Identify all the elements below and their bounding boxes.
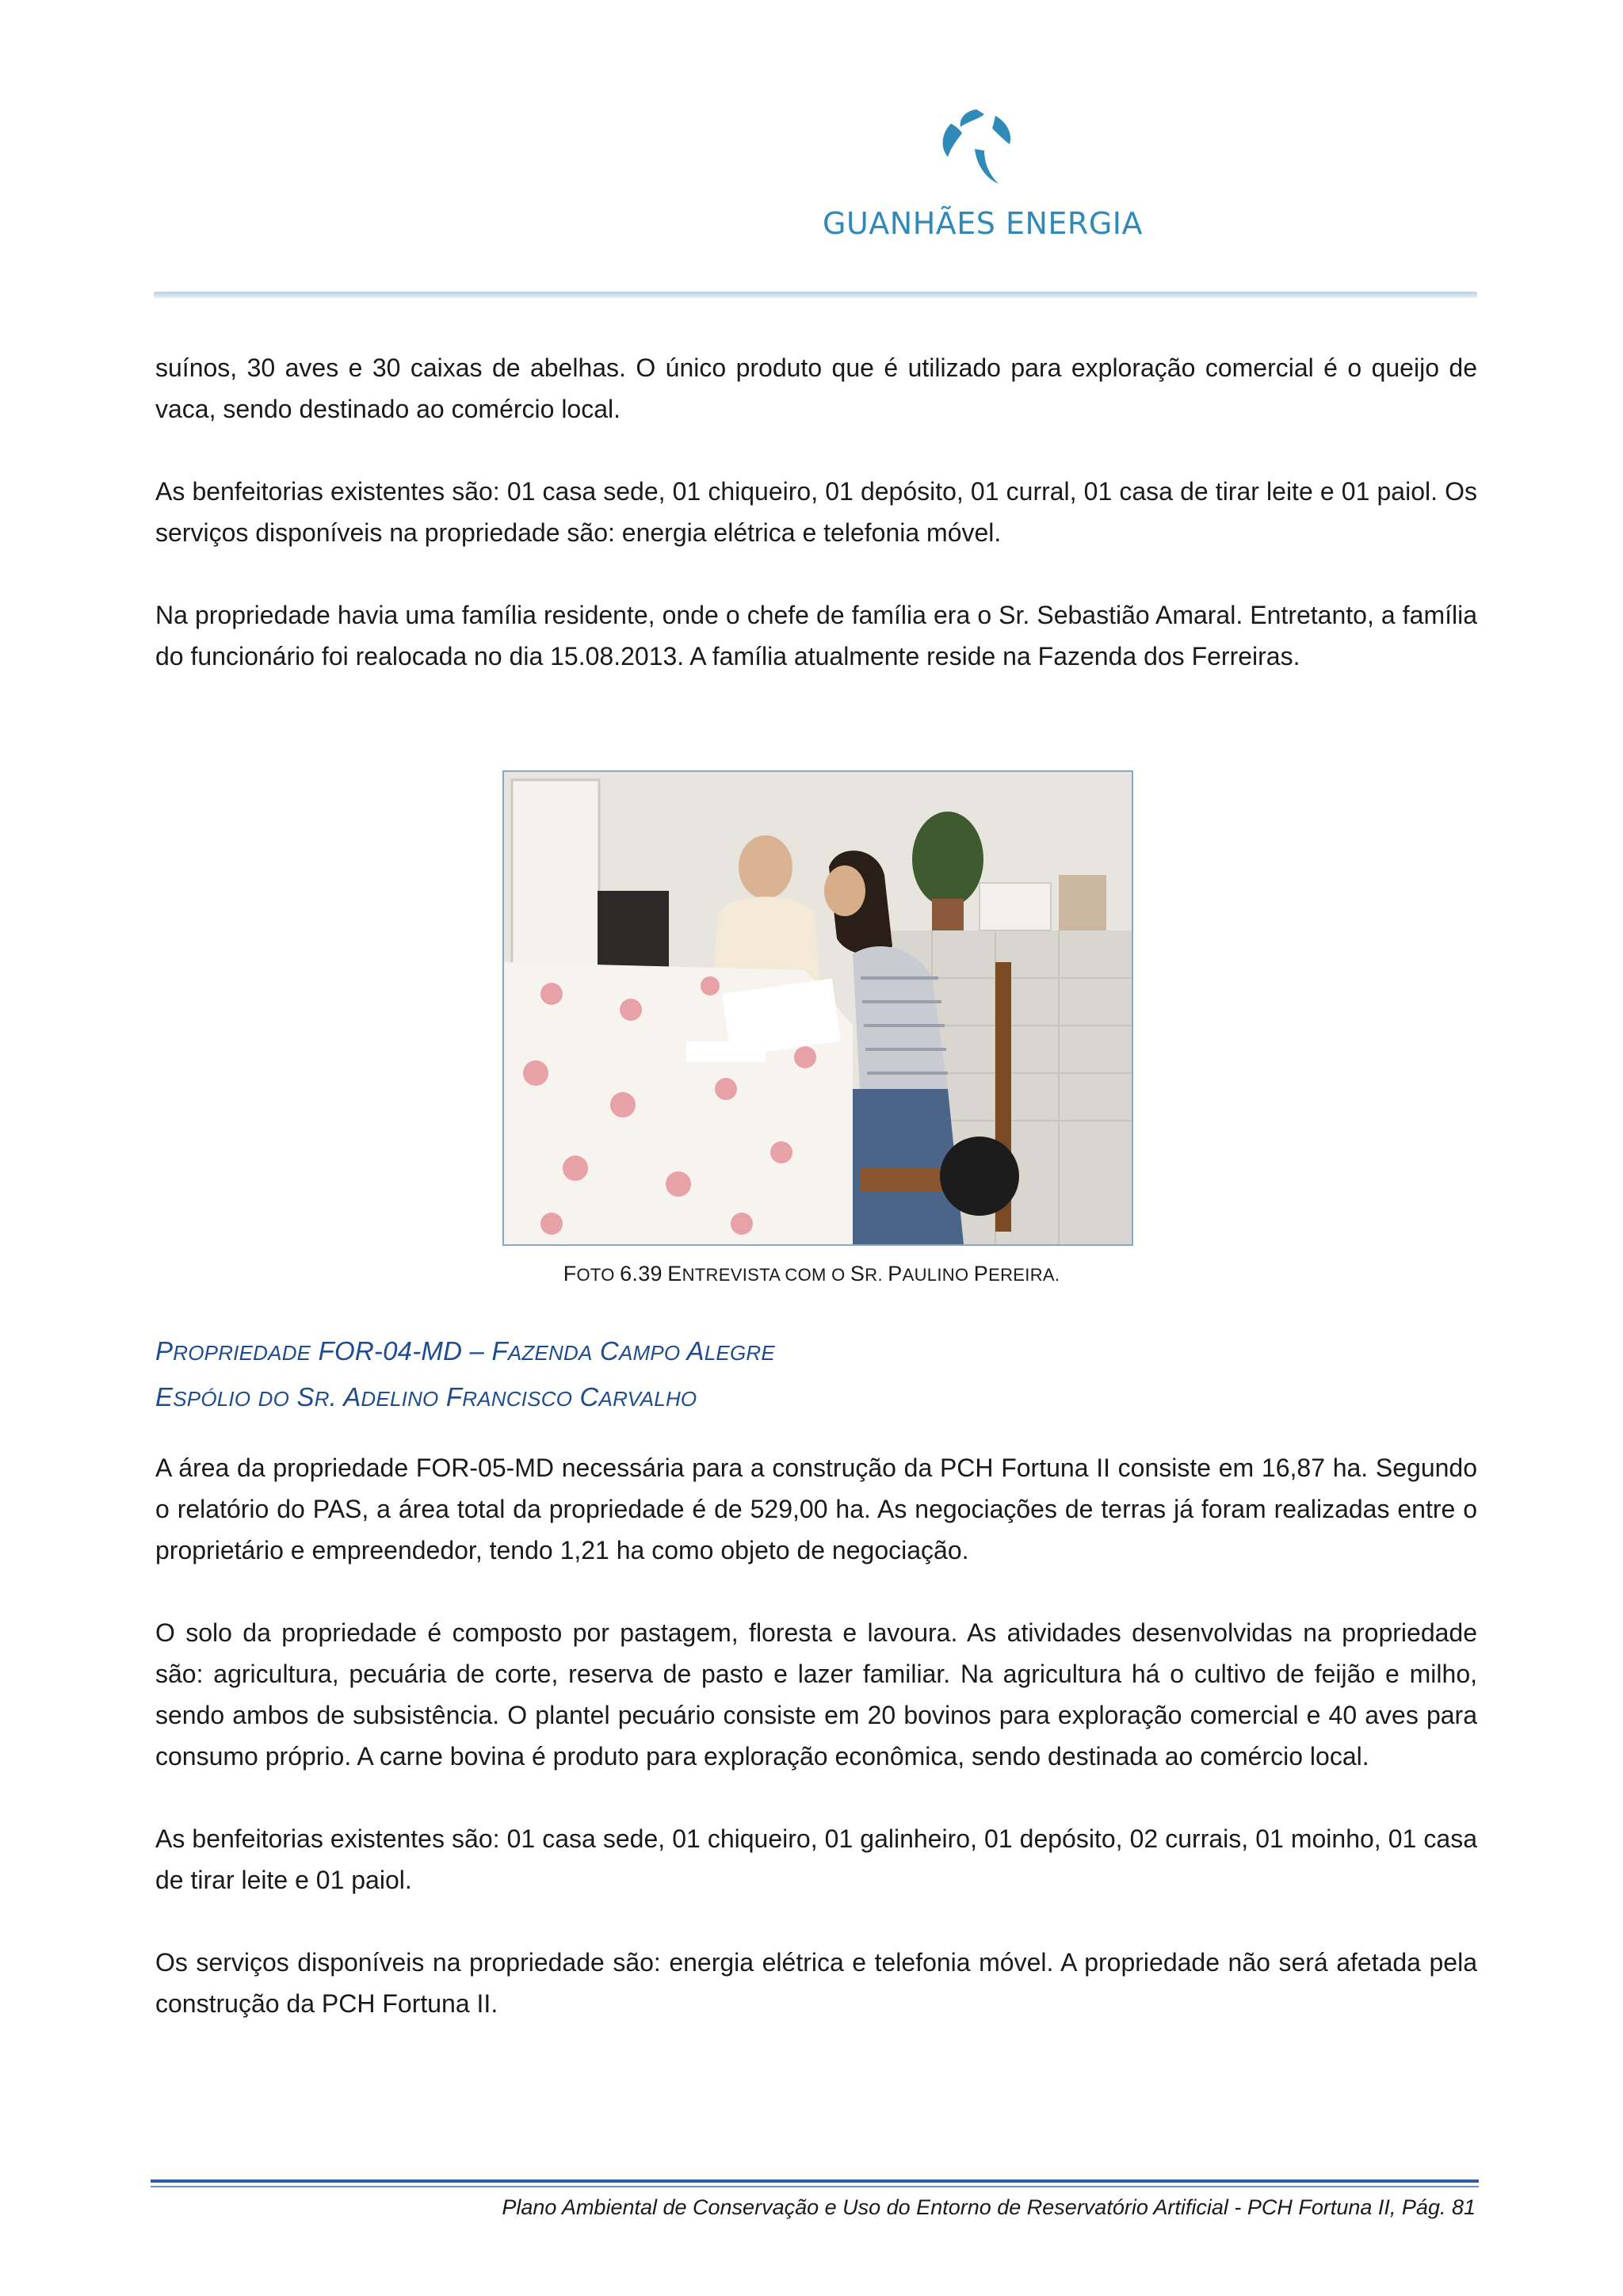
company-logo [792,101,1173,252]
section-heading-owner: ESPÓLIO DO SR. ADELINO FRANCISCO CARVALHO [155,1382,697,1412]
top-text-block [155,347,1477,677]
footer-divider-thin [151,2186,1479,2187]
photo-caption [0,1262,1623,1286]
paragraph: As benfeitorias existentes são: 01 casa sede, 01 chiqueiro, 01 depósito, 01 curral, 01 casa de tirar leite e 01 paiol. Os serviços disponíveis na propriedade são: energia elétrica e telefonia móvel. [155,477,1477,547]
paragraph: Na propriedade havia uma família residente, onde o chefe de família era o Sr. Sebastião Amaral. Entretanto, a família do funcionário foi realocada no dia 15.08.2013. A família atualmente reside na Fazenda dos Ferreiras. [155,601,1477,670]
footer-divider [151,2179,1479,2183]
paragraph: O solo da propriedade é composto por pastagem, floresta e lavoura. As atividades desenvolvidas na propriedade são: agricultura, pecuária de corte, reserva de pasto e lazer familiar. Na agricultura há o cultivo de feijão e milho, sendo ambos de subsistência. O plantel pecuário consiste em 20 bovinos para exploração comercial e 40 aves para consumo próprio. A carne bovina é produto para exploração econômica, sendo destinada ao comércio local. [155,1618,1477,1771]
header-divider [154,292,1477,298]
caption-prefix: FOTO [563,1262,615,1286]
brand-name: GUANHÃES ENERGIA [823,206,1143,241]
section-heading-property: PROPRIEDADE FOR-04-MD – FAZENDA CAMPO ALEGRE [155,1336,775,1366]
caption-number: 6.39 [620,1262,663,1286]
caption-text: ENTREVISTA COM O SR. PAULINO PEREIRA. [667,1262,1060,1286]
paragraph: As benfeitorias existentes são: 01 casa sede, 01 chiqueiro, 01 galinheiro, 01 depósito, 02 currais, 01 moinho, 01 casa de tirar leite e 01 paiol. [155,1824,1477,1894]
paragraph: suínos, 30 aves e 30 caixas de abelhas. O único produto que é utilizado para exploração comercial é o queijo de vaca, sendo destinado ao comércio local. [155,353,1477,423]
paragraph: A área da propriedade FOR-05-MD necessária para a construção da PCH Fortuna II consiste em 16,87 ha. Segundo o relatório do PAS, a área total da propriedade é de 529,00 ha. As negociações de terras já foram realizadas entre o proprietário e empreendedor, tendo 1,21 ha como objeto de negociação. [155,1454,1477,1564]
footer-text: Plano Ambiental de Conservação e Uso do Entorno de Reservatório Artificial - PCH Fortuna II, Pág. 81 [502,2195,1476,2219]
interview-photo [502,770,1133,1246]
paragraph: Os serviços disponíveis na propriedade são: energia elétrica e telefonia móvel. A propriedade não será afetada pela construção da PCH Fortuna II. [155,1948,1477,2018]
bottom-text-block [155,1447,1477,2024]
logo-swirl-icon [927,101,1038,197]
